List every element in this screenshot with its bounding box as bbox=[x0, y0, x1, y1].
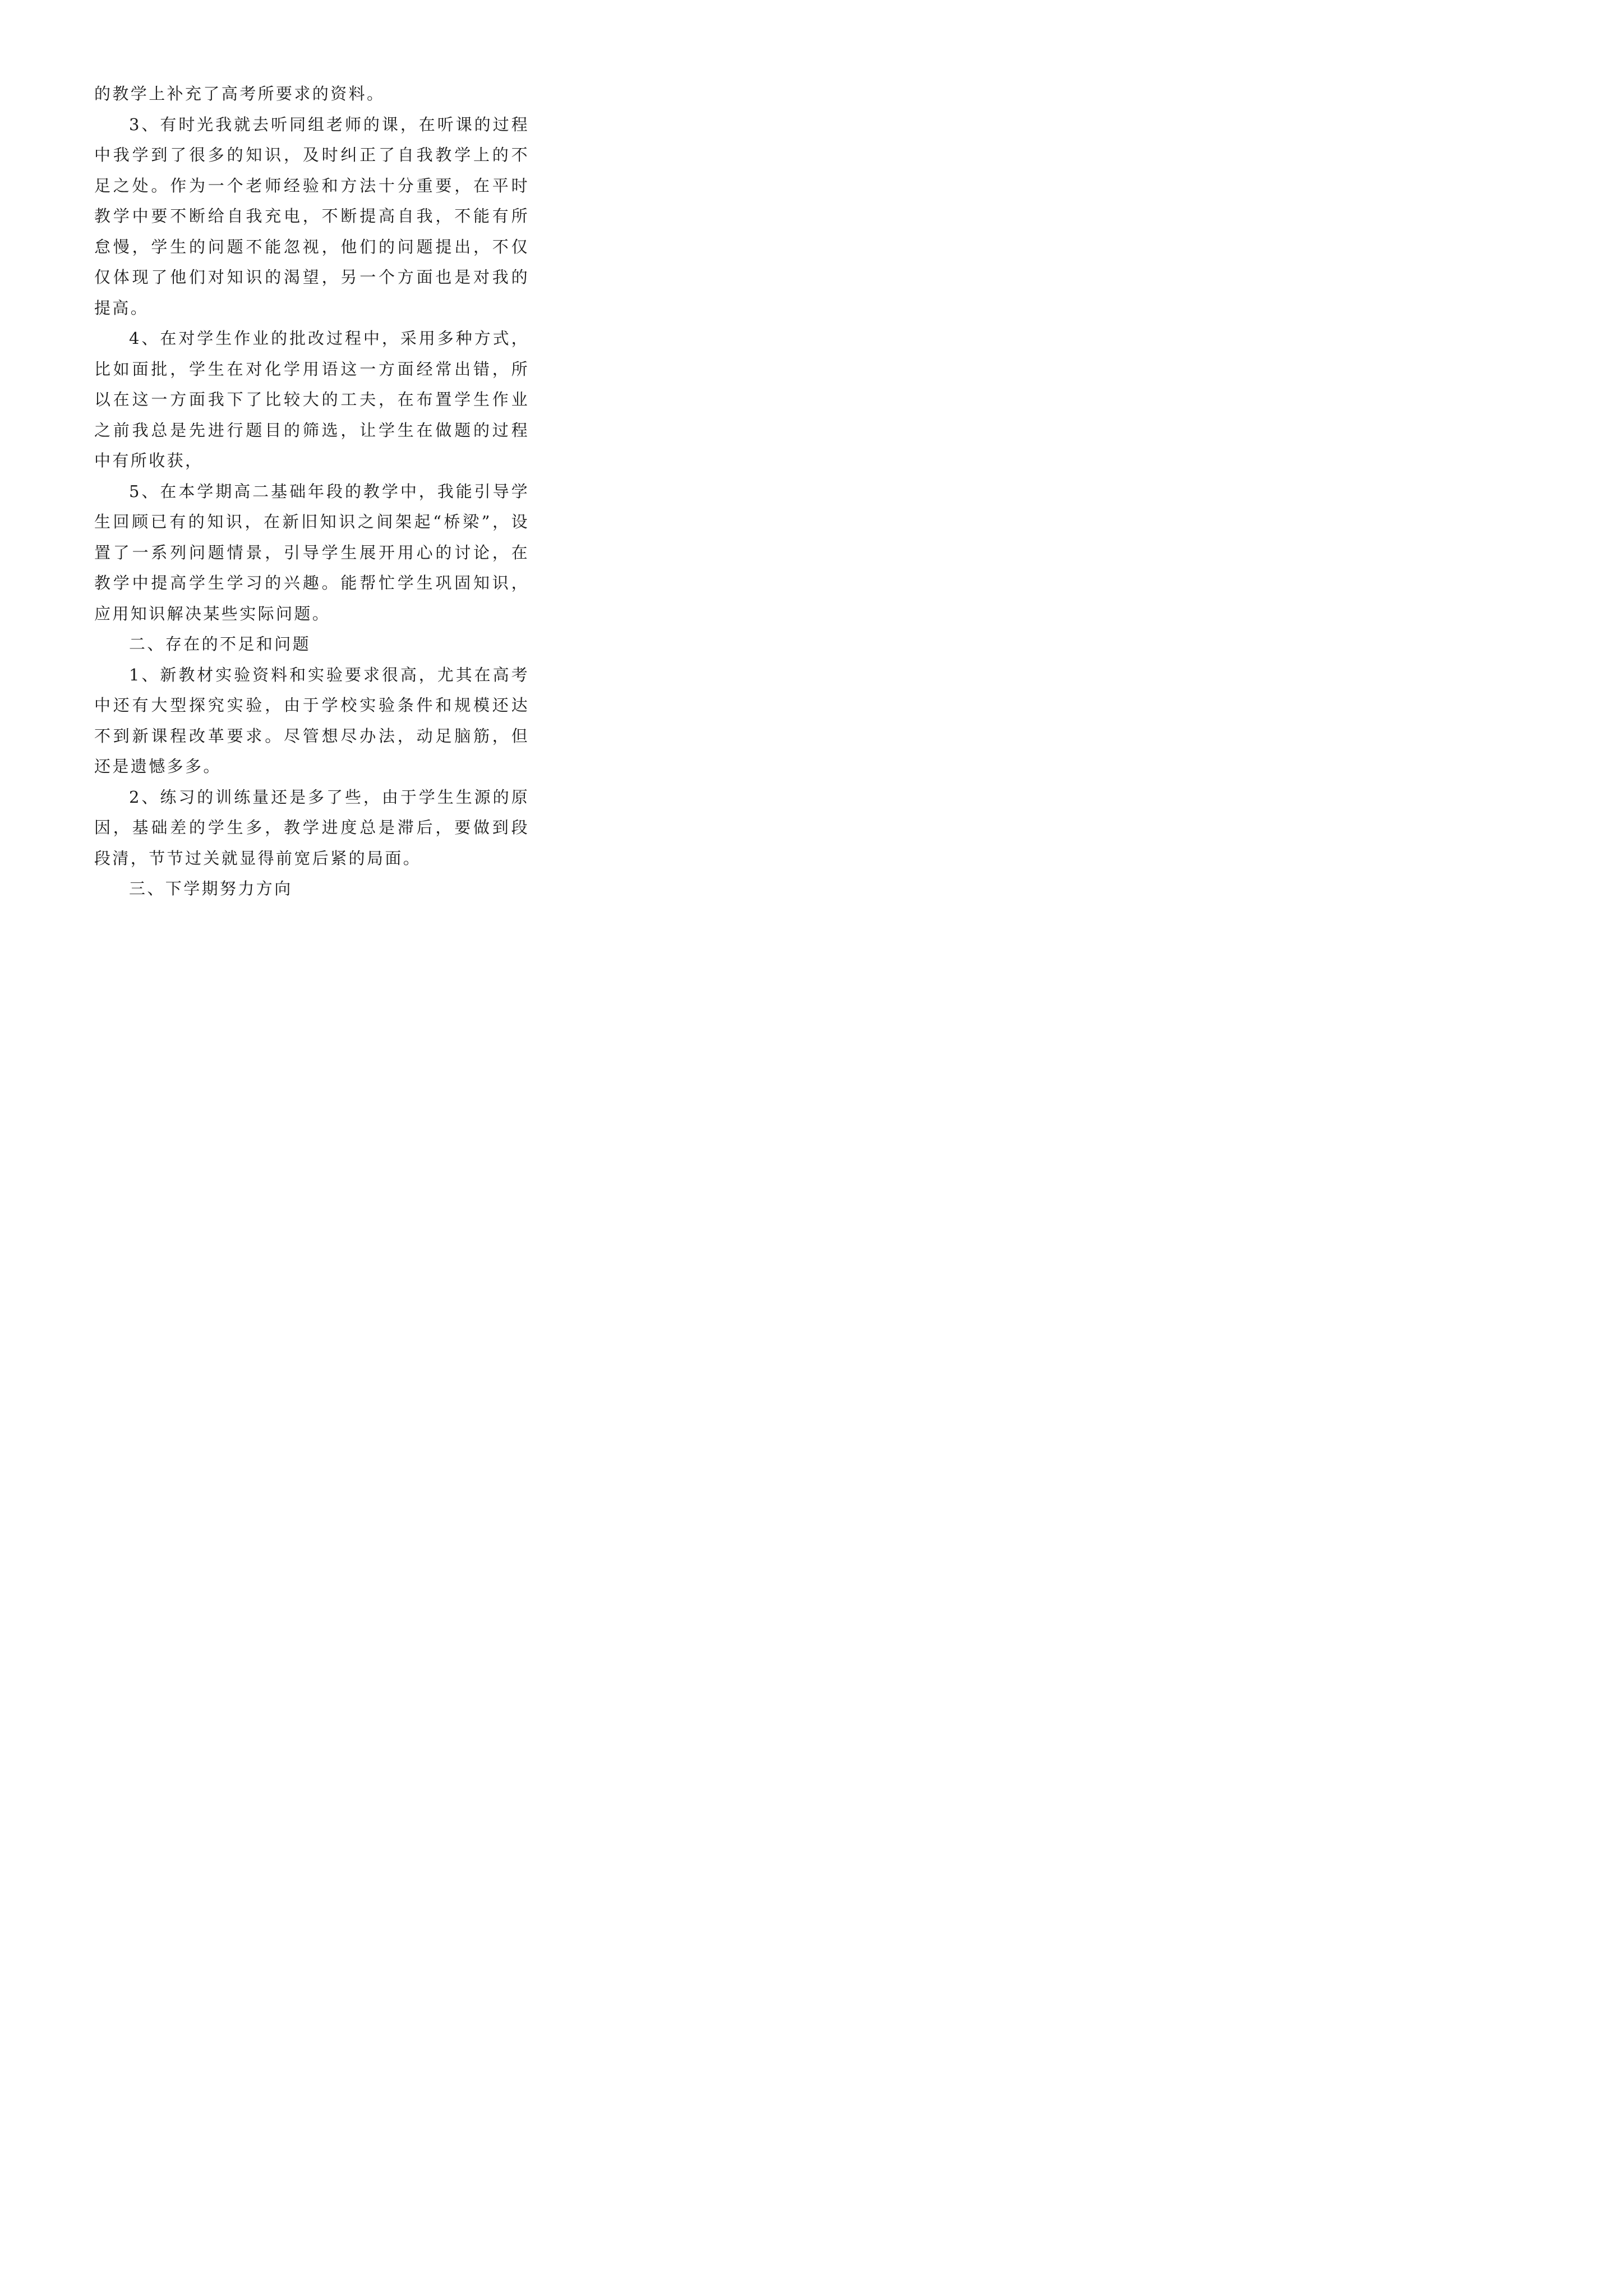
paragraph-item-3: 3、有时光我就去听同组老师的课，在听课的过程中我学到了很多的知识，及时纠正了自我教学上的不足之处。作为一个老师经验和方法十分重要，在平时教学中要不断给自我充电，不断提高自我，不能有所怠慢，学生的问题不能忽视，他们的问题提出，不仅仅体现了他们对知识的渴望，另一个方面也是对我的提高。 bbox=[94, 114, 529, 318]
paragraph-problem-2: 2、练习的训练量还是多了些，由于学生生源的原因，基础差的学生多，教学进度总是滞后，要做到段段清，节节过关就显得前宽后紧的局面。 bbox=[94, 787, 529, 868]
paragraph-item-4: 4、在对学生作业的批改过程中，采用多种方式，比如面批，学生在对化学用语这一方面经常出错，所以在这一方面我下了比较大的工夫，在布置学生作业之前我总是先进行题目的筛选，让学生在做题的过程中有所收获， bbox=[94, 329, 529, 470]
section-heading-2: 二、存在的不足和问题 bbox=[129, 634, 311, 654]
document-body bbox=[94, 79, 529, 904]
section-heading-3: 三、下学期努力方向 bbox=[129, 879, 293, 898]
paragraph-problem-1: 1、新教材实验资料和实验要求很高，尤其在高考中还有大型探究实验，由于学校实验条件和规模还达不到新课程改革要求。尽管想尽办法，动足脑筋，但还是遗憾多多。 bbox=[94, 665, 529, 776]
paragraph-continuation: 的教学上补充了高考所要求的资料。 bbox=[94, 84, 385, 103]
paragraph-item-5: 5、在本学期高二基础年段的教学中，我能引导学生回顾已有的知识，在新旧知识之间架起“桥梁”，设置了一系列问题情景，引导学生展开用心的讨论，在教学中提高学生学习的兴趣。能帮忙学生巩固知识，应用知识解决某些实际问题。 bbox=[94, 481, 529, 623]
document-page bbox=[0, 0, 618, 898]
